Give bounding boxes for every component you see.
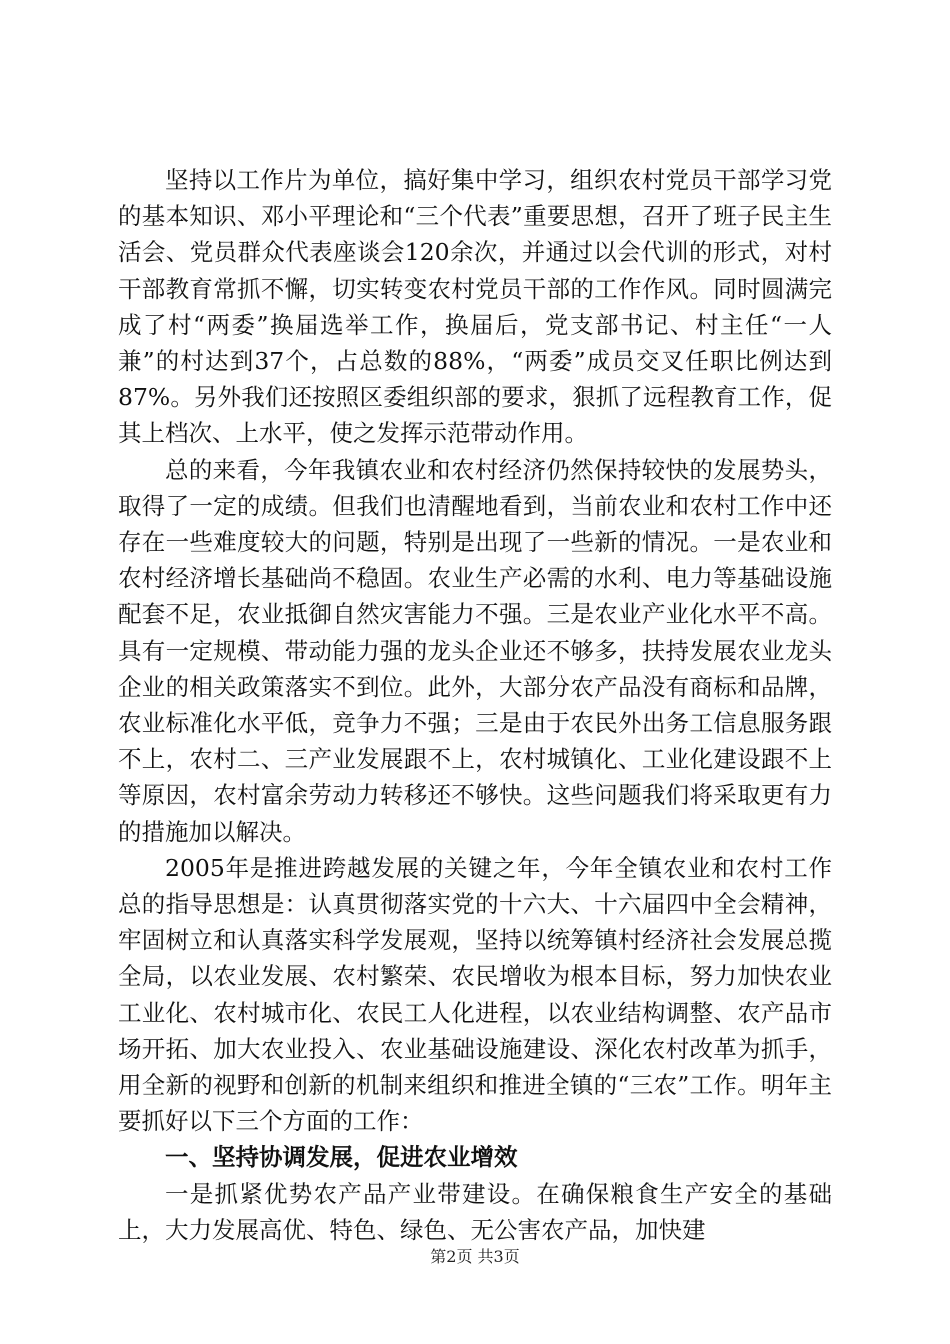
section-heading: 一、坚持协调发展，促进农业增效 (165, 1143, 518, 1172)
paragraph-summary-problems: 总的来看，今年我镇农业和农村经济仍然保持较快的发展势头，取得了一定的成绩。但我们也清醒地看到，当前农业和农村工作中还存在一些难度较大的问题，特别是出现了一些新的情况。一是农业和农村经济增长基础尚不稳固。农业生产必需的水利、电力等基础设施配套不足，农业抵御自然灾害能力不强。三是农业产业化水平不高。具有一定规模、带动能力强的龙头企业还不够多，扶持发展农业龙头企业的相关政策落实不到位。此外，大部分农产品没有商标和品牌，农业标准化水平低，竞争力不强；三是由于农民外出务工信息服务跟不上，农村二、三产业发展跟不上，农村城镇化、工业化建设跟不上等原因，农村富余劳动力转移还不够快。这些问题我们将采取更有力的措施加以解决。 (118, 455, 832, 846)
document-body (118, 162, 832, 1248)
paragraph-industry-belt: 一是抓紧优势农产品产业带建设。在确保粮食生产安全的基础上，大力发展高优、特色、绿色、无公害农产品，加快建 (118, 1179, 832, 1244)
paragraph-guiding-thought: 2005年是推进跨越发展的关键之年，今年全镇农业和农村工作总的指导思想是：认真贯彻落实党的十六大、十六届四中全会精神，牢固树立和认真落实科学发展观，坚持以统筹镇村经济社会发展总揽全局，以农业发展、农村繁荣、农民增收为根本目标，努力加快农业工业化、农村城市化、农民工人化进程，以农业结构调整、农产品市场开拓、加大农业投入、农业基础设施建设、深化农村改革为抓手，用全新的视野和创新的机制来组织和推进全镇的“三农”工作。明年主要抓好以下三个方面的工作： (118, 853, 832, 1136)
page-footer: 第2页 共3页 (430, 1247, 520, 1266)
paragraph-party-training: 坚持以工作片为单位，搞好集中学习，组织农村党员干部学习党的基本知识、邓小平理论和“三个代表”重要思想，召开了班子民主生活会、党员群众代表座谈会120余次，并通过以会代训的形式，对村干部教育常抓不懈，切实转变农村党员干部的工作作风。同时圆满完成了村“两委”换届选举工作，换届后，党支部书记、村主任“一人兼”的村达到37个，占总数的88%，“两委”成员交叉任职比例达到87%。另外我们还按照区委组织部的要求，狠抓了远程教育工作，促其上档次、上水平，使之发挥示范带动作用。 (118, 166, 832, 448)
